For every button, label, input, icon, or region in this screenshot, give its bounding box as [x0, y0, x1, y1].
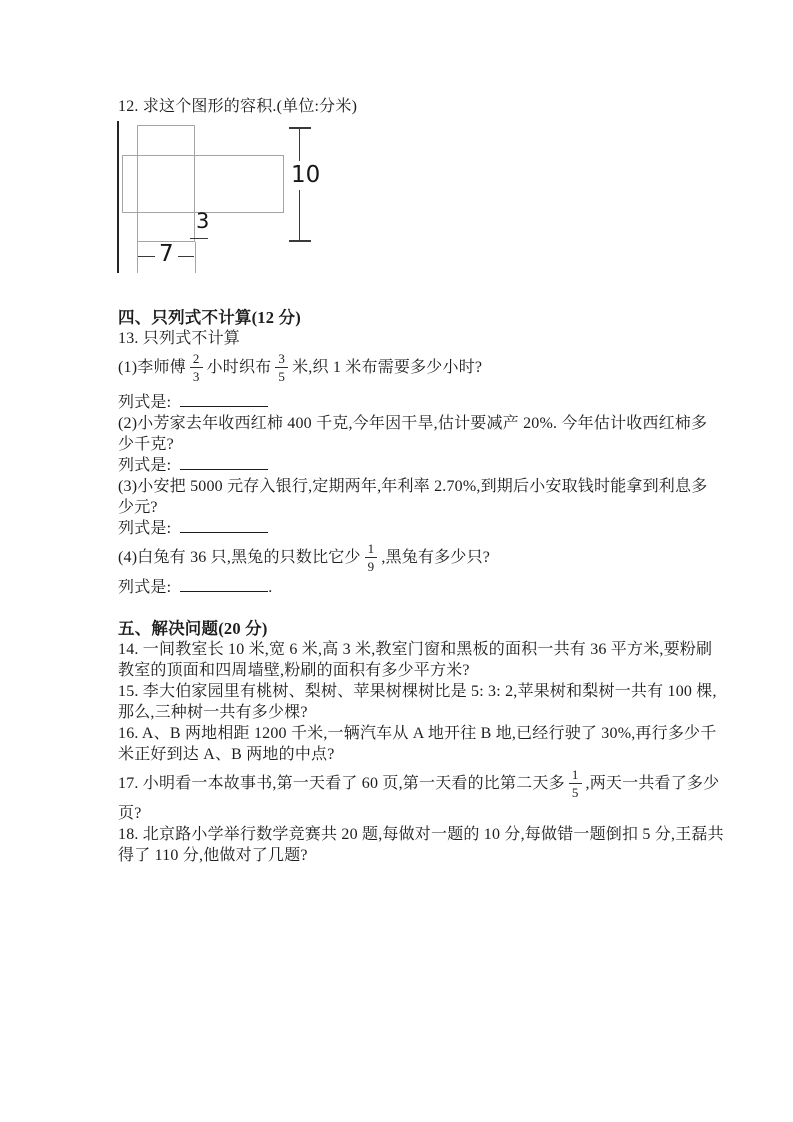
figure-height-label: 10: [291, 162, 321, 188]
question-18-line-1: 18. 北京路小学举行数学竞赛共 20 题,每做对一题的 10 分,每做错一题倒扣 5 分,王磊共: [118, 826, 724, 843]
fraction-3-5: [275, 352, 288, 383]
item-4-label: (4): [118, 549, 138, 566]
fraction-numerator: 1: [365, 542, 378, 558]
section-five-heading: 五、解决问题(20 分): [118, 619, 268, 638]
item-2-label: (2): [118, 415, 138, 432]
item-1-seg2: 小时织布: [206, 359, 272, 376]
item-1-label: (1): [118, 359, 138, 376]
question-18: [118, 824, 724, 866]
answer-blank-3: [180, 520, 268, 533]
fraction-1-5: [569, 768, 582, 799]
fraction-denominator: 9: [367, 558, 375, 574]
item-4-seg3: ,黑兔有多少只?: [381, 549, 491, 566]
expression-row-2: [118, 455, 684, 476]
question-18-line-2: 得了 110 分,他做对了几题?: [118, 847, 308, 864]
fraction-denominator: 5: [278, 368, 286, 384]
figure-extension-line-left: [137, 242, 138, 273]
fraction-denominator: 5: [571, 784, 579, 800]
figure-extension-line-right: [195, 242, 196, 273]
figure-left-axis-line: [117, 121, 119, 273]
item-2-line-2: 少千克?: [118, 436, 174, 453]
question-13-title: 13. 只列式不计算: [118, 330, 241, 347]
question-13-item-3: [118, 476, 708, 518]
question-17-seg1: 17. 小明看一本故事书,第一天看了 60 页,第一天看的比第二天多: [118, 775, 565, 792]
item-2-line-1: [118, 413, 708, 434]
item-1-seg3: 米,织 1 米布需要多少小时?: [292, 359, 483, 376]
fraction-1-9: [365, 542, 378, 573]
item-3-label: (3): [118, 478, 138, 495]
question-15: [118, 681, 717, 723]
fraction-numerator: 1: [569, 768, 582, 784]
question-17-line-2: 页?: [118, 805, 142, 822]
expression-row-3: [118, 518, 684, 539]
question-14-line-1: 14. 一间教室长 10 米,宽 6 米,高 3 米,教室门窗和黑板的面积一共有 36 平方米,要粉刷: [118, 641, 713, 658]
expression-label-4: 列式是:: [118, 579, 172, 596]
expression-label-3: 列式是:: [118, 520, 172, 537]
answer-blank-2: [180, 457, 268, 470]
question-13-item-4: [118, 539, 684, 577]
item-4-seg1: 白兔有 36 只,黑兔的只数比它少: [137, 549, 361, 566]
fraction-numerator: 3: [275, 352, 288, 368]
question-16-line-1: 16. A、B 两地相距 1200 千米,一辆汽车从 A 地开往 B 地,已经行驶了 30%,再行多少千: [118, 725, 717, 742]
fraction-2-3: [190, 352, 203, 383]
exam-content: [118, 96, 724, 866]
section-four-heading: 四、只列式不计算(12 分): [118, 308, 301, 327]
question-16-line-2: 米正好到达 A、B 两地的中点?: [118, 746, 335, 763]
question-17-line-1: [118, 765, 720, 803]
answer-blank-1: [180, 394, 268, 407]
expression-row-4: [118, 577, 684, 598]
question-16: [118, 723, 717, 765]
figure-width-label: 7: [155, 243, 178, 266]
expression-row-1: [118, 392, 684, 413]
item-2-text: 小芳家去年收西红柿 400 千克,今年因干旱,估计要减产 20%. 今年估计收西红柿多: [137, 415, 708, 432]
answer-blank-4: [180, 579, 268, 592]
question-14-line-2: 教室的顶面和四周墙壁,粉刷的面积有多少平方米?: [118, 662, 470, 679]
question-15-line-2: 那么,三种树一共有多少棵?: [118, 704, 308, 721]
item-3-text: 小安把 5000 元存入银行,定期两年,年利率 2.70%,到期后小安取钱时能拿到利息多: [137, 478, 708, 495]
figure-horizontal-rect: [122, 155, 284, 213]
figure-depth-tick-line: [190, 238, 208, 239]
question-14: [118, 639, 713, 681]
expression-label-1: 列式是:: [118, 394, 172, 411]
volume-figure: [110, 119, 350, 281]
fraction-numerator: 2: [190, 352, 203, 368]
question-17: [118, 765, 720, 824]
expression-label-2: 列式是:: [118, 457, 172, 474]
question-13-item-2: [118, 413, 708, 455]
figure-height-dimension-top-bar: [289, 127, 311, 129]
question-13-item-1: [118, 349, 684, 387]
figure-depth-label: 3: [196, 209, 210, 233]
item-1-seg1: 李师傅: [137, 359, 186, 376]
question-17-seg2: ,两天一共看了多少: [585, 775, 720, 792]
item-3-line-1: [118, 476, 708, 497]
expression-suffix-4: .: [268, 579, 273, 596]
item-3-line-2: 少元?: [118, 499, 158, 516]
question-12-text: 12. 求这个图形的容积.(单位:分米): [118, 98, 358, 115]
fraction-denominator: 3: [192, 368, 200, 384]
question-15-line-1: 15. 李大伯家园里有桃树、梨树、苹果树棵树比是 5: 3: 2,苹果树和梨树一共有 100 棵,: [118, 683, 717, 700]
figure-height-dimension-bottom-bar: [289, 240, 311, 242]
